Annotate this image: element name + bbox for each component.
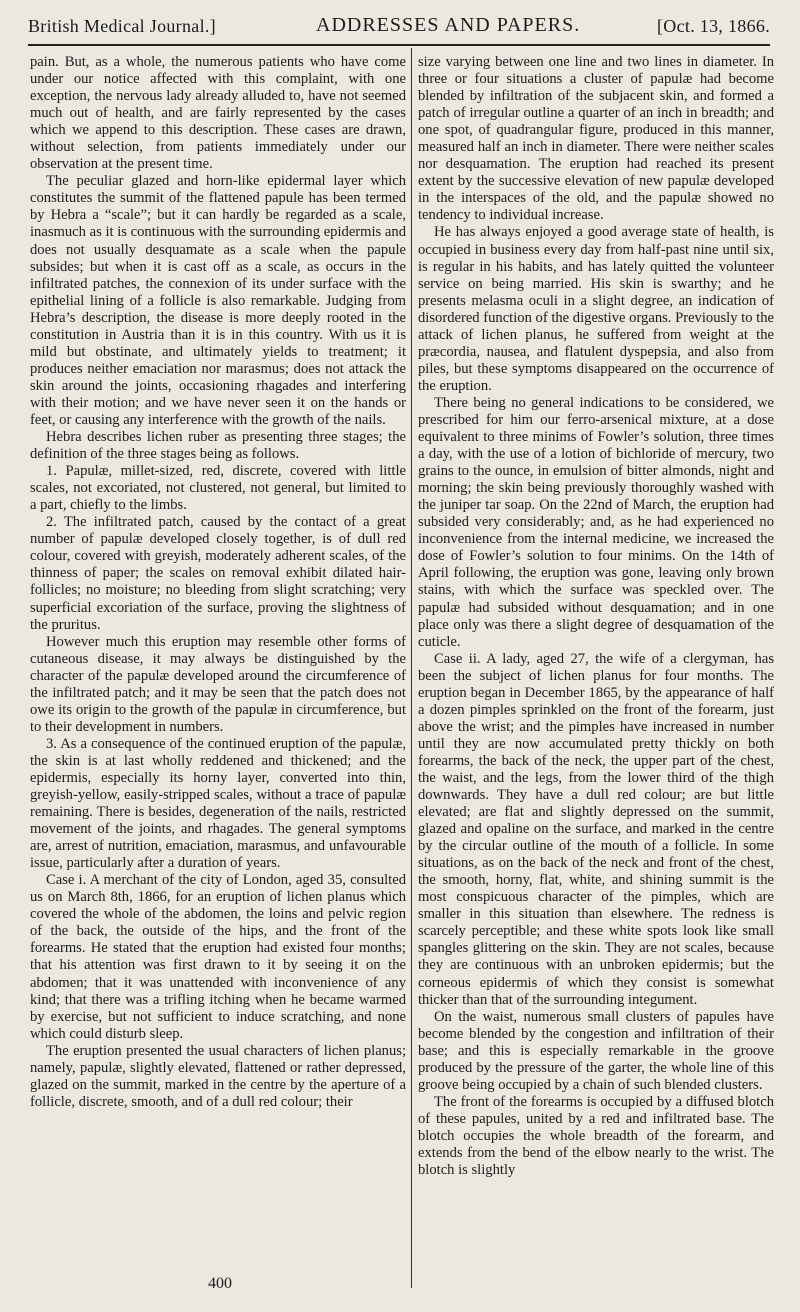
paragraph: The front of the forearms is occupied by a diffused blotch of these papules, united by a red and infiltrated base. The blotch occupies the whole breadth of the forearm, and extends from the bend of the elbow nearly to the wrist. The blotch is slightly <box>418 1093 774 1179</box>
issue-date: [Oct. 13, 1866. <box>657 16 770 36</box>
paragraph: There being no general indications to be considered, we prescribed for him our ferro-arsenical mixture, at a dose equivalent to three minims of Fowler’s solution, three times a day, with the use of a lotion of bichloride of mercury, two grains to the ounce, in emulsion of bitter almonds, night and morning; the skin being previously thoroughly washed with the juniper tar soap. On the 22nd of March, the eruption had subsided very considerably; and, as he had experienced no inconvenience from the internal medicine, we increased the dose of Fowler’s solution to four minims. On the 14th of April following, the eruption was gone, leaving only brown stains, with which the surface was speckled over. The papulæ had subsided without desquamation; and in one place only was there a slight degree of desquamation of the cuticle. <box>418 394 774 650</box>
header-rule <box>28 44 770 46</box>
paragraph: Hebra describes lichen ruber as presenting three stages; the definition of the three stages being as follows. <box>30 429 406 463</box>
column-divider <box>411 48 412 1288</box>
running-header <box>28 8 770 42</box>
paragraph: pain. But, as a whole, the numerous patients who have come under our notice affected with this complaint, with one exception, the nervous lady already alluded to, have not seemed much out of health, and are fairly represented by the cases which we append to this description. These cases are drawn, without selection, from patients immediately under our observation at the present time. <box>30 54 406 173</box>
paragraph: The eruption presented the usual characters of lichen planus; namely, papulæ, slightly elevated, flattened or rather depressed, glazed on the summit, marked in the centre by the aperture of a follicle, discrete, smooth, and of a dull red colour; their <box>30 1042 406 1110</box>
page-number: 400 <box>208 1275 232 1292</box>
section-title: ADDRESSES AND PAPERS. <box>316 14 581 36</box>
case-one-paragraph: Case i. A merchant of the city of London, aged 35, consulted us on March 8th, 1866, for an eruption of lichen planus which covered the whole of the abdomen, the loins and pelvic region of the back, the outside of the hips, and the front of the forearms. He stated that the eruption had existed four months; that his attention was first drawn to it by seeing it on the abdomen; that it was unattended with inconvenience of any kind; that there was a trifling itching when he became warmed by exercise, but not sufficient to induce scratching, and none which could disturb sleep. <box>30 872 406 1042</box>
paragraph: On the waist, numerous small clusters of papules have become blended by the congestion and infiltration of their base; and this is especially remarkable in the groove produced by the pressure of the garter, the whole line of this groove being occupied by a chain of such blended clusters. <box>418 1008 774 1093</box>
paragraph: The peculiar glazed and horn-like epidermal layer which constitutes the summit of the flattened papule has been termed by Hebra a “scale”; but it can hardly be regarded as a scale, inasmuch as it is continuous with the surrounding epidermis and does not usually desquamate as a scale when the papule subsides; but when it is cast off as a scale, as occurs in the infiltrated patches, the connexion of its under surface with the epithelial lining of a follicle is also remarkable. Judging from Hebra’s description, the disease is more deeply rooted in the constitution in Austria than it is in this country. With us it is mild but obstinate, and ultimately yields to treatment; it produces neither emaciation nor marasmus; does not attack the skin around the joints, occasioning rhagades and interfering with their motion; and we have never seen it on the hands or feet, or causing any interference with the growth of the nails. <box>30 173 406 428</box>
paragraph: 2. The infiltrated patch, caused by the contact of a great number of papulæ developed closely together, is of dull red colour, covered with greyish, moderately adherent scales, of the thinness of paper; the scales on removal exhibit dilated hair-follicles; no moisture; no bleeding from slight scratching; very superficial excoriation of the surface, proving the slightness of the pruritus. <box>30 514 406 633</box>
paragraph: 3. As a consequence of the continued eruption of the papulæ, the skin is at last wholly reddened and thickened; and the epidermis, especially its horny layer, converted into thin, greyish-yellow, easily-stripped scales, without a trace of papulæ remaining. There is besides, degeneration of the nails, restricted movement of the joints, and rhagades. The general symptoms are, arrest of nutrition, emaciation, marasmus, and unfavourable issue, particularly after a duration of years. <box>30 735 406 872</box>
right-column <box>418 54 774 1284</box>
paragraph: He has always enjoyed a good average state of health, is occupied in business every day from half-past nine until six, is regular in his habits, and has lately quitted the volunteer service on being married. His skin is swarthy; and he presents melasma oculi in a slight degree, an indication of disordered function of the digestive organs. Previously to the attack of lichen planus, he suffered from weight at the præcordia, nausea, and flatulent dyspepsia, and also from piles, but these symptoms disappeared on the occurrence of the eruption. <box>418 224 774 394</box>
paragraph: size varying between one line and two lines in diameter. In three or four situations a cluster of papulæ had become blended by infiltration of the subjacent skin, and formed a patch of irregular outline a quarter of an inch in breadth; and one spot, of quadrangular figure, produced in this manner, measured half an inch in diameter. There were neither scales nor desquamation. The eruption had reached its present extent by the successive elevation of new papulæ developed in the interspaces of the old, and the papulæ showed no tendency to individual increase. <box>418 54 774 224</box>
journal-title: British Medical Journal.] <box>28 16 216 36</box>
paragraph: 1. Papulæ, millet-sized, red, discrete, covered with little scales, not excoriated, not clustered, not general, but limited to a part, chiefly to the limbs. <box>30 463 406 514</box>
paragraph: However much this eruption may resemble other forms of cutaneous disease, it may always be distinguished by the character of the papulæ developed around the circumference of the infiltrated patch; and it may be seen that the patch does not owe its origin to the growth of the papulæ in circumference, but to their development in numbers. <box>30 633 406 735</box>
case-two-paragraph: Case ii. A lady, aged 27, the wife of a clergyman, has been the subject of lichen planus for four months. The eruption began in December 1865, by the appearance of half a dozen pimples sprinkled on the front of the forearm, just above the wrist; and the pimples have increased in number until they are now accumulated pretty thickly on both forearms, the back of the neck, the upper part of the chest, the waist, and the legs, from the lower third of the thigh downwards. They have a dull red colour; are but little elevated; are flat and slightly depressed on the summit, glazed and opaline on the surface, and marked in the centre by the circular outline of the mouth of a follicle. In some situations, as on the back of the neck and front of the chest, the smooth, horny, flat, white, and shining summit is the most conspicuous character of the pimples, which are smaller in this situation than elsewhere. The redness is scarcely perceptible; and these white spots look like small spangles glittering on the skin. They are not scales, because they are continuous with an unbroken epidermis; but the corneous epidermis of which they consist is somewhat thicker than that of the surrounding integument. <box>418 650 774 1008</box>
left-column <box>30 54 406 1284</box>
